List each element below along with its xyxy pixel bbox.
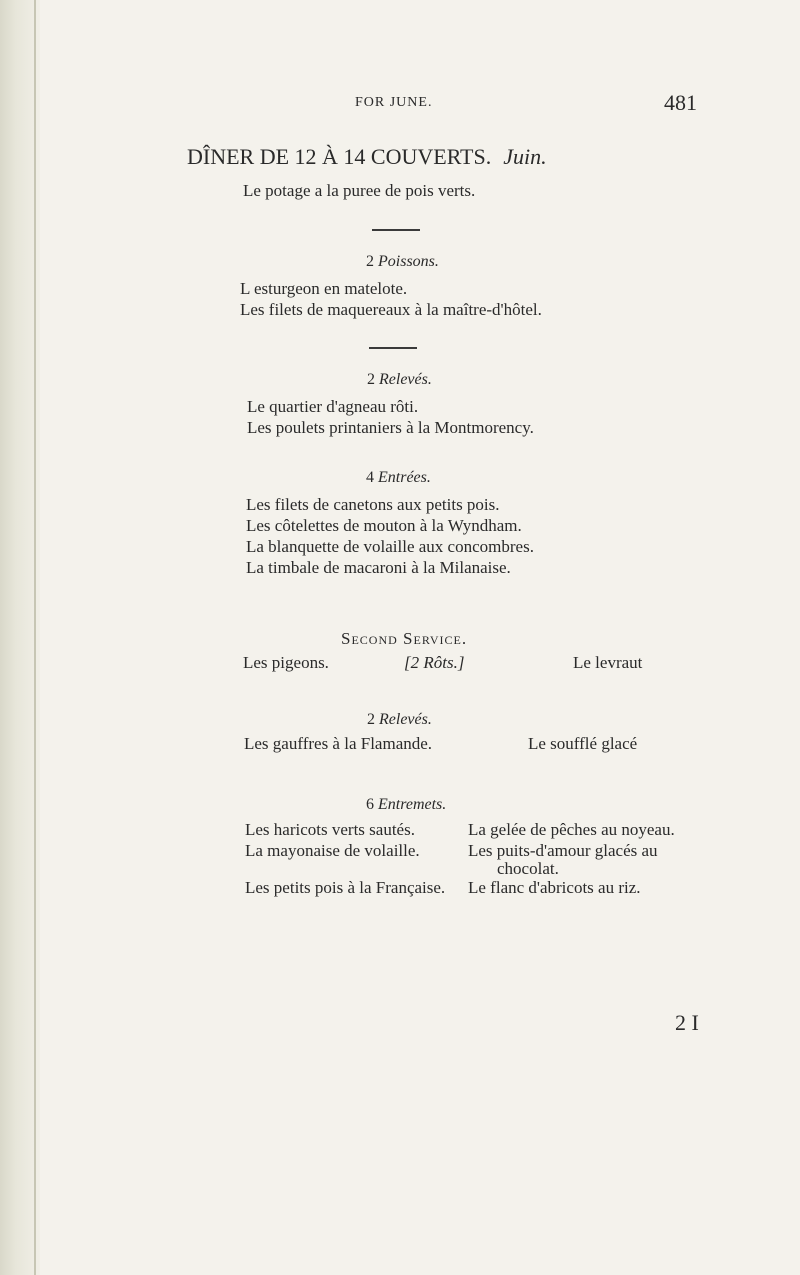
entrees-item: Les filets de canetons aux petits pois.	[246, 495, 500, 514]
releves-item: Le quartier d'agneau rôti.	[247, 397, 419, 416]
second-releves-right: Le soufflé glacé	[528, 734, 638, 753]
second-releves-heading	[367, 711, 432, 729]
poissons-heading	[366, 253, 439, 271]
releves-heading	[367, 371, 432, 389]
entrees-item: Les côtelettes de mouton à la Wyndham.	[246, 516, 522, 535]
entrees-item: La timbale de macaroni à la Milanaise.	[246, 558, 511, 577]
entremets-right-item: chocolat.	[497, 859, 559, 878]
entrees-count: 4	[366, 469, 374, 486]
running-header: FOR JUNE.	[355, 95, 433, 110]
menu-title-month: Juin.	[503, 144, 547, 169]
second-releves-count: 2	[367, 711, 375, 728]
section-rule	[372, 229, 420, 231]
entremets-heading	[366, 796, 446, 814]
entrees-heading	[366, 469, 431, 487]
rots-left: Les pigeons.	[243, 653, 329, 672]
entremets-left-item: Les petits pois à la Française.	[245, 878, 446, 897]
rots-center: [2 Rôts.]	[404, 653, 465, 672]
entremets-left-item: Les haricots verts sautés.	[245, 820, 415, 839]
second-releves-left: Les gauffres à la Flamande.	[244, 734, 433, 753]
page-number: 481	[664, 90, 697, 115]
entrees-label: Entrées.	[378, 469, 431, 486]
entremets-right-item: La gelée de pêches au noyeau.	[468, 820, 675, 839]
menu-title	[187, 144, 547, 170]
signature-mark: 2 I	[675, 1010, 699, 1035]
poissons-item: L esturgeon en matelote.	[240, 279, 408, 298]
releves-count: 2	[367, 371, 375, 388]
section-rule	[369, 347, 417, 349]
entremets-left-item: La mayonaise de volaille.	[245, 841, 420, 860]
entremets-count: 6	[366, 796, 374, 813]
poissons-item: Les filets de maquereaux à la maître-d'hôtel.	[240, 300, 542, 319]
releves-label: Relevés.	[379, 371, 432, 388]
potage-line: Le potage a la puree de pois verts.	[243, 181, 476, 200]
rots-right: Le levraut	[573, 653, 643, 672]
entrees-item: La blanquette de volaille aux concombres.	[246, 537, 534, 556]
poissons-label: Poissons.	[378, 253, 439, 270]
binding-line	[34, 0, 36, 1275]
entremets-right-item: Le flanc d'abricots au riz.	[468, 878, 641, 897]
entremets-label: Entremets.	[378, 796, 447, 813]
poissons-count: 2	[366, 253, 374, 270]
menu-title-text: DÎNER DE 12 À 14 COUVERTS.	[187, 144, 492, 169]
second-service-heading: Second Service.	[341, 629, 468, 648]
releves-item: Les poulets printaniers à la Montmorency.	[247, 418, 534, 437]
entremets-right-item: Les puits-d'amour glacés au	[468, 841, 658, 860]
second-releves-label: Relevés.	[379, 711, 432, 728]
